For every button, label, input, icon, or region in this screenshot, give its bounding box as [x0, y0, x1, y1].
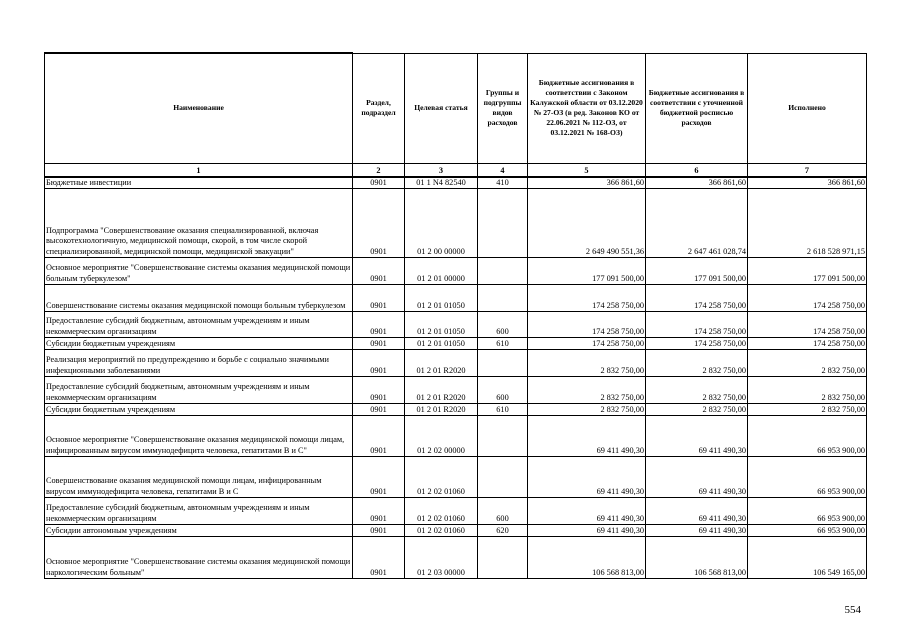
- row-done-amount: 2 832 750,00: [748, 350, 867, 377]
- row-target: 01 2 02 01060: [405, 525, 478, 537]
- budget-table: [44, 52, 867, 579]
- row-name: Предоставление субсидий бюджетным, автономным учреждениям и иным некоммерческим организациям: [45, 377, 353, 404]
- table-row: [45, 177, 867, 189]
- row-done-amount: 66 953 900,00: [748, 457, 867, 498]
- row-done-amount: 66 953 900,00: [748, 498, 867, 525]
- row-done-amount: 366 861,60: [748, 177, 867, 189]
- row-group: 600: [478, 312, 528, 338]
- header-group: Группы и подгруппы видов расходов: [478, 53, 528, 163]
- row-revised-amount: 106 568 813,00: [646, 537, 748, 579]
- header-revised: Бюджетные ассигнования в соответствии с уточненной бюджетной росписью расходов: [646, 53, 748, 163]
- header-done: Исполнено: [748, 53, 867, 163]
- row-target: 01 2 01 01050: [405, 312, 478, 338]
- header-target: Целевая статья: [405, 53, 478, 163]
- row-law-amount: 174 258 750,00: [528, 312, 646, 338]
- row-section: 0901: [353, 404, 405, 416]
- row-done-amount: 66 953 900,00: [748, 416, 867, 457]
- row-law-amount: 2 832 750,00: [528, 404, 646, 416]
- row-group: 410: [478, 177, 528, 189]
- header-section: Раздел, подраздел: [353, 53, 405, 163]
- row-section: 0901: [353, 258, 405, 285]
- row-section: 0901: [353, 312, 405, 338]
- row-law-amount: 69 411 490,30: [528, 525, 646, 537]
- row-target: 01 2 01 01050: [405, 285, 478, 312]
- row-target: 01 2 03 00000: [405, 537, 478, 579]
- row-group: 610: [478, 404, 528, 416]
- row-group: 600: [478, 498, 528, 525]
- row-done-amount: 66 953 900,00: [748, 525, 867, 537]
- column-number: 6: [646, 163, 748, 177]
- row-name: Предоставление субсидий бюджетным, автономным учреждениям и иным некоммерческим организациям: [45, 312, 353, 338]
- row-name: Подпрограмма "Совершенствование оказания специализированной, включая высокотехнологичную, медицинской помощи, скорой, в том числе скорой специализированной, медицинской помощи, медицинской эвакуации": [45, 189, 353, 258]
- row-done-amount: 106 549 165,00: [748, 537, 867, 579]
- page-number: 554: [844, 604, 861, 616]
- row-target: 01 2 02 01060: [405, 498, 478, 525]
- row-revised-amount: 69 411 490,30: [646, 498, 748, 525]
- row-group: [478, 258, 528, 285]
- header-name: Наименование: [45, 53, 353, 163]
- column-number: 5: [528, 163, 646, 177]
- row-done-amount: 177 091 500,00: [748, 258, 867, 285]
- row-name: Совершенствование системы оказания медицинской помощи больным туберкулезом: [45, 285, 353, 312]
- row-name: Основное мероприятие "Совершенствование системы оказания медицинской помощи больным туберкулезом": [45, 258, 353, 285]
- row-section: 0901: [353, 457, 405, 498]
- row-group: [478, 285, 528, 312]
- header-row: [45, 53, 867, 163]
- row-group: [478, 416, 528, 457]
- table-row: [45, 189, 867, 258]
- row-done-amount: 174 258 750,00: [748, 312, 867, 338]
- row-revised-amount: 69 411 490,30: [646, 525, 748, 537]
- row-revised-amount: 2 832 750,00: [646, 377, 748, 404]
- row-group: [478, 350, 528, 377]
- row-section: 0901: [353, 177, 405, 189]
- row-law-amount: 69 411 490,30: [528, 416, 646, 457]
- header-law: Бюджетные ассигнования в соответствии с Законом Калужской области от 03.12.2020 № 27-ОЗ (в ред. Законов КО от 22.06.2021 № 112-ОЗ, от 03.12.2021 № 168-ОЗ): [528, 53, 646, 163]
- row-target: 01 2 01 01050: [405, 338, 478, 350]
- row-revised-amount: 2 832 750,00: [646, 350, 748, 377]
- row-revised-amount: 2 647 461 028,74: [646, 189, 748, 258]
- column-number: 2: [353, 163, 405, 177]
- row-group: 600: [478, 377, 528, 404]
- row-revised-amount: 69 411 490,30: [646, 457, 748, 498]
- row-section: 0901: [353, 338, 405, 350]
- row-group: 610: [478, 338, 528, 350]
- row-group: [478, 537, 528, 579]
- row-group: [478, 457, 528, 498]
- row-target: 01 2 01 R2020: [405, 350, 478, 377]
- row-law-amount: 69 411 490,30: [528, 457, 646, 498]
- table-row: [45, 377, 867, 404]
- row-law-amount: 106 568 813,00: [528, 537, 646, 579]
- table-row: [45, 350, 867, 377]
- row-section: 0901: [353, 189, 405, 258]
- row-section: 0901: [353, 285, 405, 312]
- row-law-amount: 69 411 490,30: [528, 498, 646, 525]
- row-name: Основное мероприятие "Совершенствование системы оказания медицинской помощи наркологическим больным": [45, 537, 353, 579]
- row-section: 0901: [353, 416, 405, 457]
- row-law-amount: 177 091 500,00: [528, 258, 646, 285]
- row-section: 0901: [353, 537, 405, 579]
- table-row: [45, 285, 867, 312]
- row-revised-amount: 69 411 490,30: [646, 416, 748, 457]
- row-law-amount: 366 861,60: [528, 177, 646, 189]
- row-name: Субсидии бюджетным учреждениям: [45, 338, 353, 350]
- row-target: 01 1 N4 82540: [405, 177, 478, 189]
- row-law-amount: 2 832 750,00: [528, 377, 646, 404]
- row-law-amount: 174 258 750,00: [528, 338, 646, 350]
- row-target: 01 2 02 00000: [405, 416, 478, 457]
- table-row: [45, 537, 867, 579]
- row-section: 0901: [353, 350, 405, 377]
- table-row: [45, 404, 867, 416]
- row-target: 01 2 01 00000: [405, 258, 478, 285]
- row-name: Субсидии бюджетным учреждениям: [45, 404, 353, 416]
- table-row: [45, 338, 867, 350]
- row-name: Бюджетные инвестиции: [45, 177, 353, 189]
- column-number-row: [45, 163, 867, 177]
- row-revised-amount: 174 258 750,00: [646, 285, 748, 312]
- row-target: 01 2 00 00000: [405, 189, 478, 258]
- row-law-amount: 2 649 490 551,36: [528, 189, 646, 258]
- row-group: [478, 189, 528, 258]
- table-row: [45, 457, 867, 498]
- column-number: 3: [405, 163, 478, 177]
- row-target: 01 2 02 01060: [405, 457, 478, 498]
- row-revised-amount: 174 258 750,00: [646, 338, 748, 350]
- column-number: 7: [748, 163, 867, 177]
- row-revised-amount: 366 861,60: [646, 177, 748, 189]
- row-done-amount: 2 832 750,00: [748, 377, 867, 404]
- table-row: [45, 416, 867, 457]
- row-name: Субсидии автономным учреждениям: [45, 525, 353, 537]
- row-done-amount: 174 258 750,00: [748, 285, 867, 312]
- row-name: Предоставление субсидий бюджетным, автономным учреждениям и иным некоммерческим организациям: [45, 498, 353, 525]
- table-row: [45, 498, 867, 525]
- row-done-amount: 2 618 528 971,15: [748, 189, 867, 258]
- row-law-amount: 174 258 750,00: [528, 285, 646, 312]
- row-revised-amount: 2 832 750,00: [646, 404, 748, 416]
- row-done-amount: 2 832 750,00: [748, 404, 867, 416]
- row-revised-amount: 177 091 500,00: [646, 258, 748, 285]
- table-row: [45, 258, 867, 285]
- column-number: 1: [45, 163, 353, 177]
- row-target: 01 2 01 R2020: [405, 404, 478, 416]
- row-done-amount: 174 258 750,00: [748, 338, 867, 350]
- row-name: Основное мероприятие "Совершенствование оказания медицинской помощи лицам, инфицированным вирусом иммунодефицита человека, гепатитами В и С": [45, 416, 353, 457]
- row-group: 620: [478, 525, 528, 537]
- row-name: Совершенствование оказания медицинской помощи лицам, инфицированным вирусом иммунодефицита человека, гепатитами В и С: [45, 457, 353, 498]
- table-row: [45, 312, 867, 338]
- row-revised-amount: 174 258 750,00: [646, 312, 748, 338]
- row-name: Реализация мероприятий по предупреждению и борьбе с социально значимыми инфекционными заболеваниями: [45, 350, 353, 377]
- table-row: [45, 525, 867, 537]
- row-section: 0901: [353, 498, 405, 525]
- row-section: 0901: [353, 377, 405, 404]
- row-law-amount: 2 832 750,00: [528, 350, 646, 377]
- row-target: 01 2 01 R2020: [405, 377, 478, 404]
- row-section: 0901: [353, 525, 405, 537]
- column-number: 4: [478, 163, 528, 177]
